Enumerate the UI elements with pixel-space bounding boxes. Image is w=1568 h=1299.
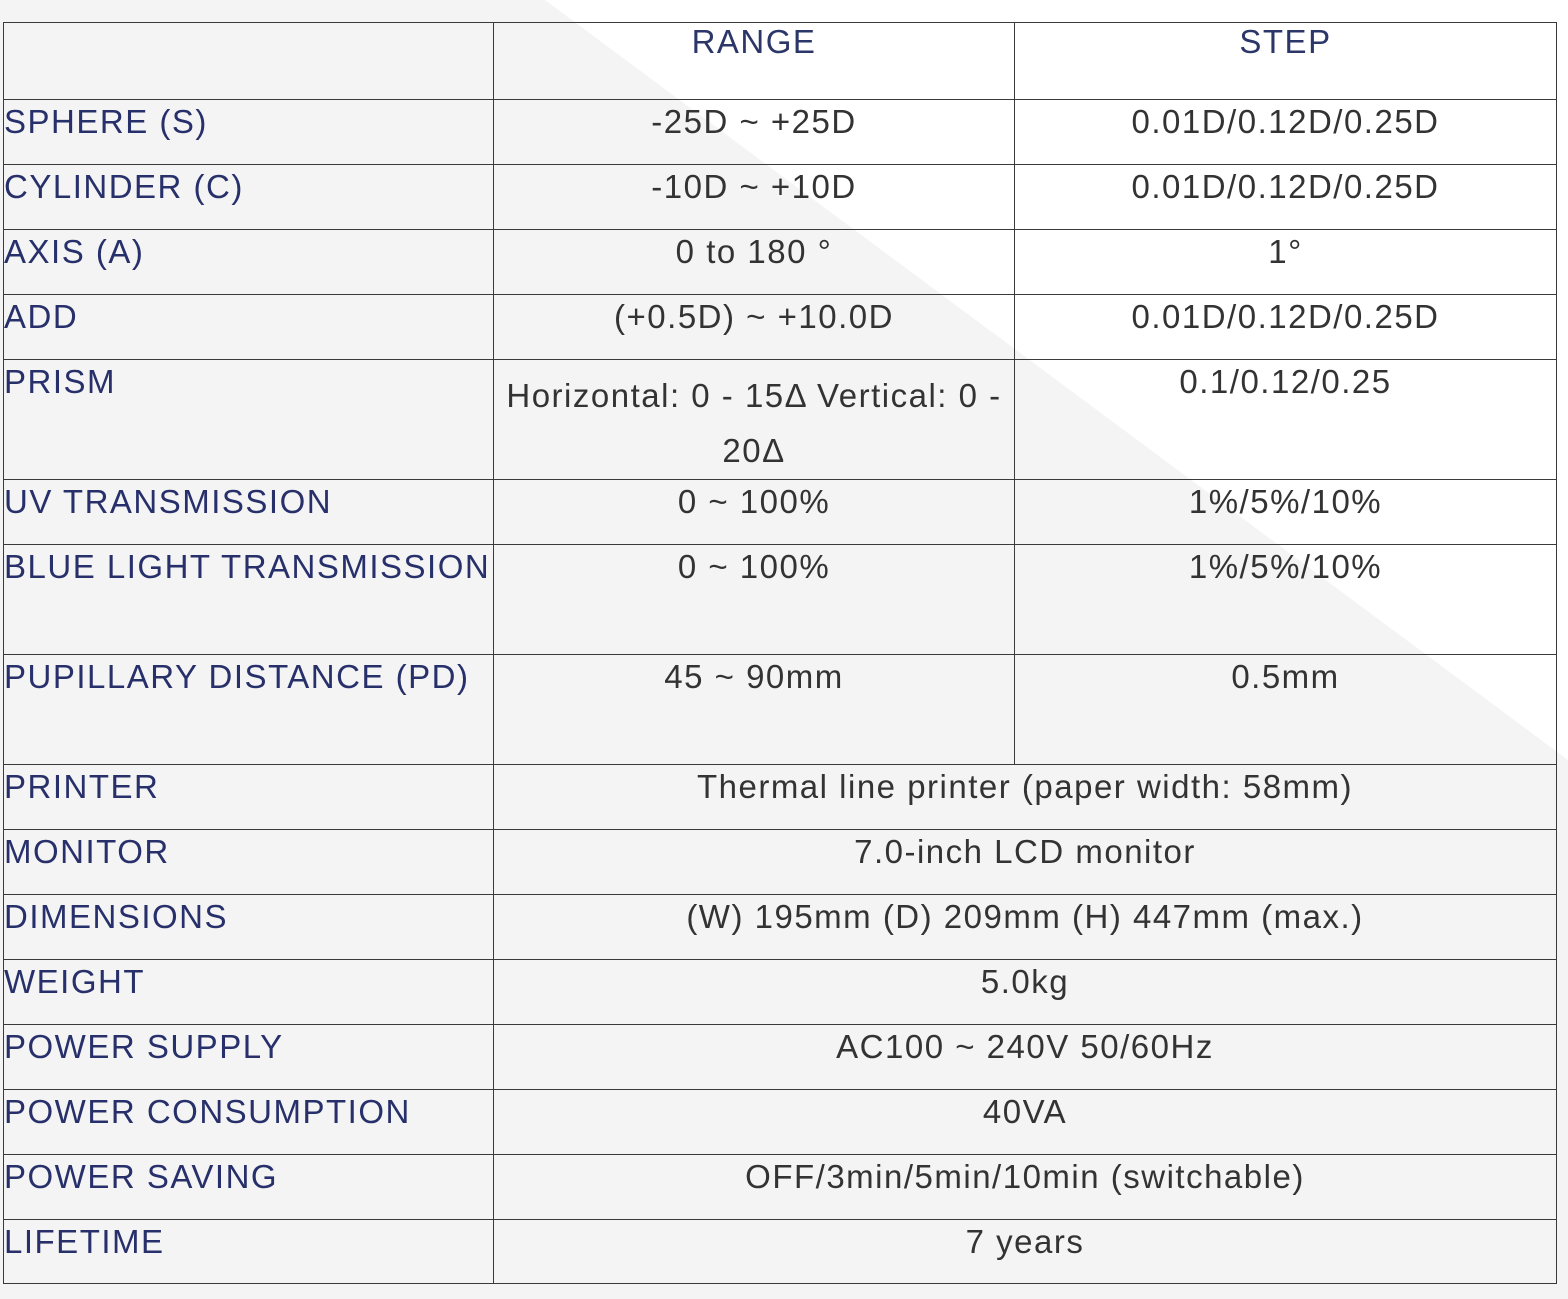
- spec-range: 0 ~ 100%: [494, 480, 1015, 545]
- spec-label: PUPILLARY DISTANCE (PD): [4, 655, 494, 765]
- spec-label: DIMENSIONS: [4, 895, 494, 960]
- spec-value: OFF/3min/5min/10min (switchable): [494, 1155, 1557, 1220]
- spec-row-cylinder: [4, 165, 1557, 230]
- spec-row-axis: [4, 230, 1557, 295]
- spec-row-weight: [4, 960, 1557, 1025]
- spec-label: POWER SUPPLY: [4, 1025, 494, 1090]
- spec-range: 45 ~ 90mm: [494, 655, 1015, 765]
- spec-row-prism: [4, 360, 1557, 480]
- spec-row-lifetime: [4, 1220, 1557, 1284]
- spec-row-sphere: [4, 100, 1557, 165]
- spec-row-uv-transmission: [4, 480, 1557, 545]
- spec-label: LIFETIME: [4, 1220, 494, 1284]
- spec-label: POWER CONSUMPTION: [4, 1090, 494, 1155]
- spec-step: 1%/5%/10%: [1015, 480, 1557, 545]
- spec-row-pupillary-distance: [4, 655, 1557, 765]
- spec-step: 0.01D/0.12D/0.25D: [1015, 165, 1557, 230]
- spec-label: AXIS (A): [4, 230, 494, 295]
- spec-range: -10D ~ +10D: [494, 165, 1015, 230]
- spec-label: UV TRANSMISSION: [4, 480, 494, 545]
- spec-label: WEIGHT: [4, 960, 494, 1025]
- spec-row-power-consumption: [4, 1090, 1557, 1155]
- header-corner-cell: [4, 23, 494, 100]
- specifications-table: [3, 22, 1557, 1284]
- spec-row-printer: [4, 765, 1557, 830]
- spec-row-add: [4, 295, 1557, 360]
- spec-label: SPHERE (S): [4, 100, 494, 165]
- spec-step: 0.1/0.12/0.25: [1015, 360, 1557, 480]
- spec-value: (W) 195mm (D) 209mm (H) 447mm (max.): [494, 895, 1557, 960]
- spec-step: 0.01D/0.12D/0.25D: [1015, 295, 1557, 360]
- spec-value: 5.0kg: [494, 960, 1557, 1025]
- spec-label: PRINTER: [4, 765, 494, 830]
- spec-range: 0 ~ 100%: [494, 545, 1015, 655]
- spec-range: Horizontal: 0 - 15Δ Vertical: 0 - 20Δ: [494, 360, 1015, 480]
- spec-label: POWER SAVING: [4, 1155, 494, 1220]
- spec-range: 0 to 180 °: [494, 230, 1015, 295]
- table-header-row: [4, 23, 1557, 100]
- spec-row-dimensions: [4, 895, 1557, 960]
- spec-range: (+0.5D) ~ +10.0D: [494, 295, 1015, 360]
- spec-step: 0.5mm: [1015, 655, 1557, 765]
- spec-value: 7.0-inch LCD monitor: [494, 830, 1557, 895]
- spec-step: 0.01D/0.12D/0.25D: [1015, 100, 1557, 165]
- spec-label: PRISM: [4, 360, 494, 480]
- spec-step: 1°: [1015, 230, 1557, 295]
- spec-value: 7 years: [494, 1220, 1557, 1284]
- spec-row-power-saving: [4, 1155, 1557, 1220]
- spec-range: -25D ~ +25D: [494, 100, 1015, 165]
- spec-label: BLUE LIGHT TRANSMISSION: [4, 545, 494, 655]
- spec-label: MONITOR: [4, 830, 494, 895]
- spec-label: CYLINDER (C): [4, 165, 494, 230]
- header-range: RANGE: [494, 23, 1015, 100]
- spec-row-power-supply: [4, 1025, 1557, 1090]
- spec-step: 1%/5%/10%: [1015, 545, 1557, 655]
- spec-value: AC100 ~ 240V 50/60Hz: [494, 1025, 1557, 1090]
- header-step: STEP: [1015, 23, 1557, 100]
- spec-value: Thermal line printer (paper width: 58mm): [494, 765, 1557, 830]
- spec-label: ADD: [4, 295, 494, 360]
- spec-value: 40VA: [494, 1090, 1557, 1155]
- spec-row-monitor: [4, 830, 1557, 895]
- spec-row-blue-light-transmission: [4, 545, 1557, 655]
